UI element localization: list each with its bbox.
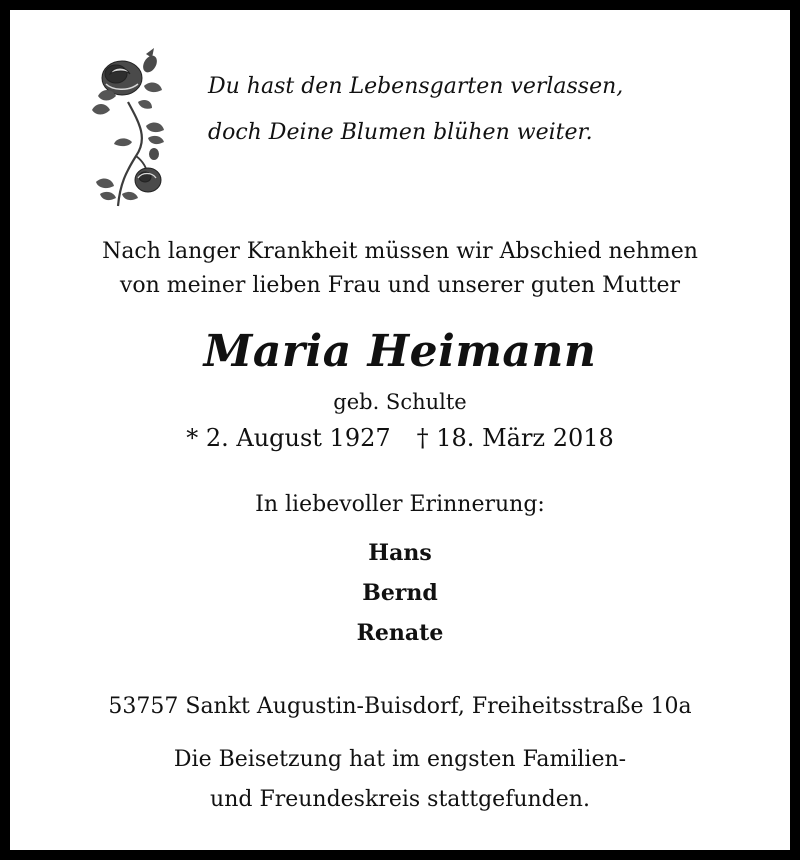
rose-icon [88, 44, 178, 210]
burial-line-1: Die Beisetzung hat im engsten Familien- [173, 747, 627, 772]
memory-line: In liebevoller Erinnerung: [255, 492, 545, 517]
mourner-name: Renate [356, 620, 444, 646]
death-date: † 18. März 2018 [416, 424, 614, 452]
motto-line-1: Du hast den Lebensgarten verlassen, [208, 74, 624, 99]
deceased-name: Maria Heimann [203, 326, 597, 377]
mourner-name: Bernd [362, 580, 438, 606]
mourner-name: Hans [368, 540, 432, 566]
life-dates [0, 424, 800, 452]
motto-line-2: doch Deine Blumen blühen weiter. [208, 120, 593, 145]
birth-name: geb. Schulte [333, 390, 467, 414]
birth-date: * 2. August 1927 [186, 424, 391, 452]
intro-line-2: von meiner lieben Frau und unserer guten Mutter [119, 273, 681, 298]
burial-line-2: und Freundeskreis stattgefunden. [210, 787, 590, 812]
address-line: 53757 Sankt Augustin-Buisdorf, Freiheitsstraße 10a [108, 694, 692, 719]
intro-line-1: Nach langer Krankheit müssen wir Abschied nehmen [102, 239, 698, 264]
